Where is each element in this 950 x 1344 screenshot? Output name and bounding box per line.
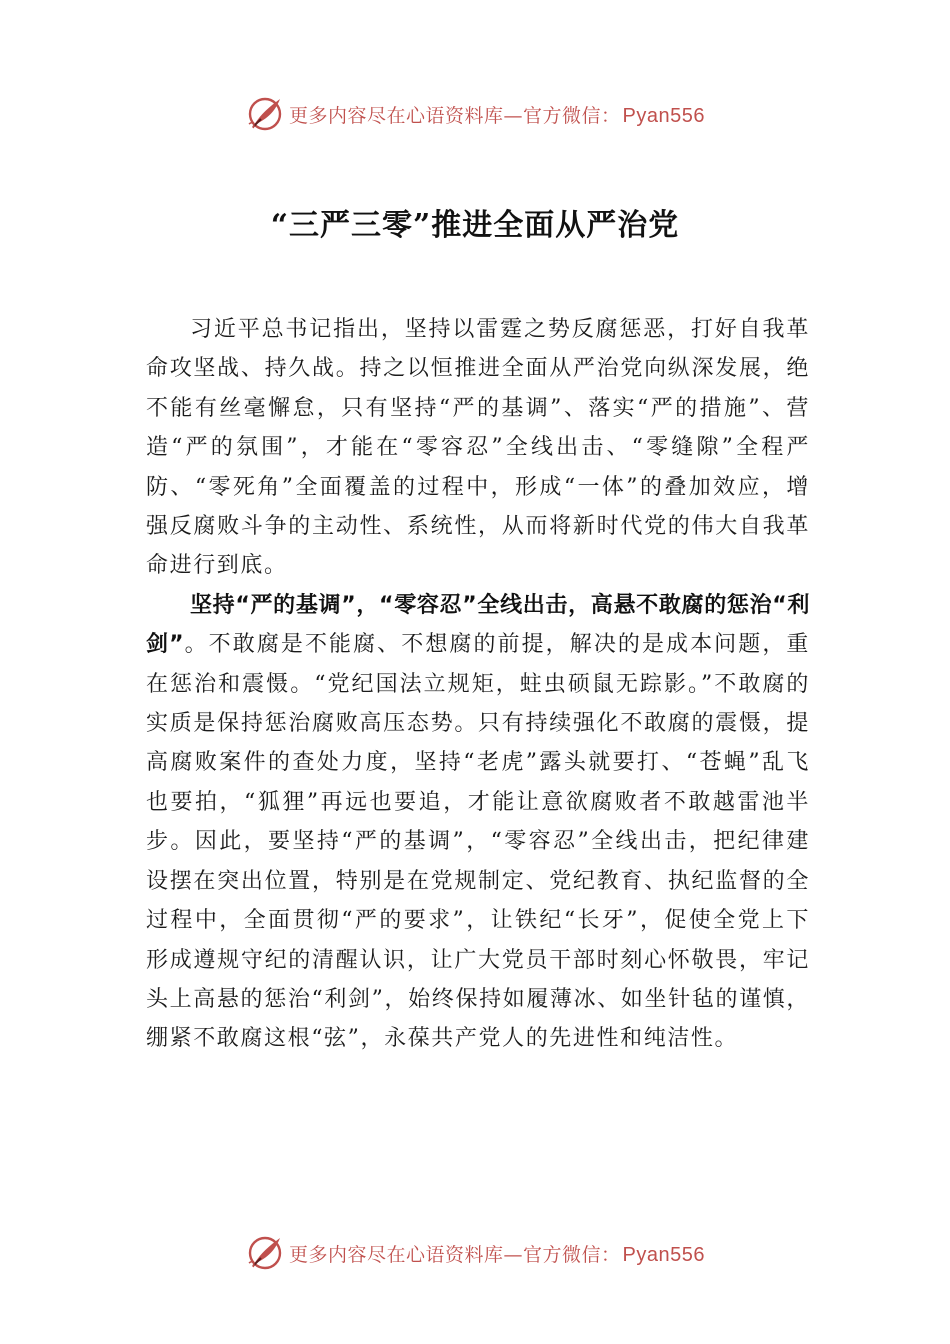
header-watermark-banner: [0, 92, 950, 136]
paragraph-intro: 习近平总书记指出，坚持以雷霆之势反腐惩恶，打好自我革命攻坚战、持久战。持之以恒推进全面从严治党向纵深发展，绝不能有丝毫懈怠，只有坚持“严的基调”、落实“严的措施”、营造“严的氛围”，才能在“零容忍”全线出击、“零缝隙”全程严防、“零死角”全面覆盖的过程中，形成“一体”的叠加效应，增强反腐败斗争的主动性、系统性，从而将新时代党的伟大自我革命进行到底。: [146, 317, 810, 579]
footer-wechat-label: 官方微信：: [523, 1243, 621, 1266]
header-wechat-account: Pyan556: [622, 104, 705, 127]
footer-dash: —: [503, 1243, 524, 1266]
header-site-name: 更多内容尽在心语资料库: [289, 104, 504, 127]
header-wechat-label: 官方微信：: [523, 104, 621, 127]
footer-watermark-banner: [0, 1231, 950, 1275]
quill-logo-icon: [245, 1233, 285, 1273]
section-1-body: 。不敢腐是不能腐、不想腐的前提，解决的是成本问题，重在惩治和震慑。“党纪国法立规矩，蛀虫硕鼠无踪影。”不敢腐的实质是保持惩治腐败高压态势。只有持续强化不敢腐的震慑，提高腐败案件的查处力度，坚持“老虎”露头就要打、“苍蝇”乱飞也要拍，“狐狸”再远也要追，才能让意欲腐败者不敢越雷池半步。因此，要坚持“严的基调”，“零容忍”全线出击，把纪律建设摆在突出位置，特别是在党规制定、党纪教育、执纪监督的全过程中，全面贯彻“严的要求”，让铁纪“长牙”，促使全党上下形成遵规守纪的清醒认识，让广大党员干部时刻心怀敬畏，牢记头上高悬的惩治“利剑”，始终保持如履薄冰、如坐针毡的谨慎，绷紧不敢腐这根“弦”，永葆共产党人的先进性和纯洁性。: [146, 632, 810, 1052]
footer-wechat-account: Pyan556: [622, 1243, 705, 1266]
header-banner-text: [289, 101, 705, 128]
footer-banner-text: [289, 1240, 705, 1267]
document-body: [146, 310, 810, 1059]
quill-logo-icon: [245, 94, 285, 134]
document-title: “三严三零”推进全面从严治党: [270, 208, 680, 243]
paragraph-section-1: [146, 586, 810, 1059]
section-1-heading: 坚持“严的基调”，“零容忍”全线出击，高悬不敢腐的惩治“利剑”: [146, 592, 810, 658]
footer-site-name: 更多内容尽在心语资料库: [289, 1243, 504, 1266]
header-dash: —: [503, 104, 524, 127]
